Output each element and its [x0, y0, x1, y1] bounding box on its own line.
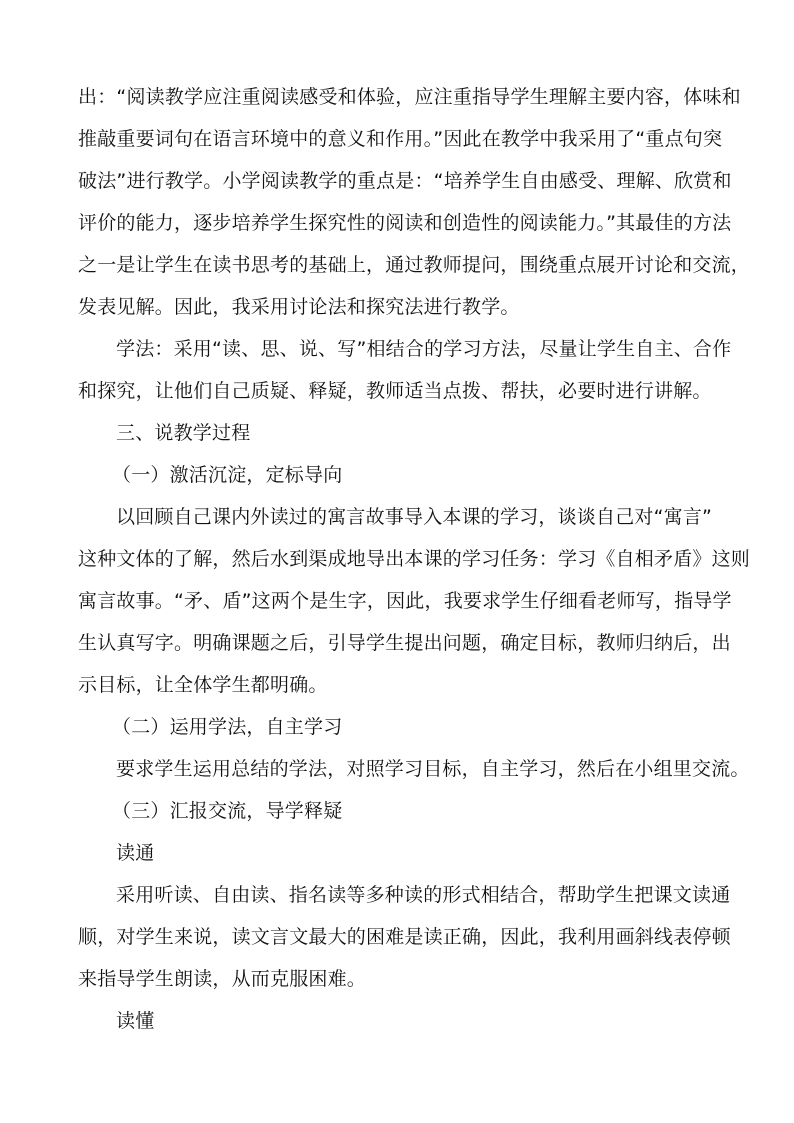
paragraph-5-line-2: 顺，对学生来说，读文言文最大的困难是读正确，因此，我利用画斜线表停顿 — [78, 926, 731, 948]
paragraph-3-line-4: 生认真写字。明确课题之后，引导学生提出问题，确定目标，教师归纳后，出 — [78, 632, 731, 654]
paragraph-1-line-6: 发表见解。因此，我采用讨论法和探究法进行教学。 — [78, 296, 520, 318]
subheading-2: （二）运用学法，自主学习 — [112, 716, 343, 738]
paragraph-5-line-1: 采用听读、自由读、指名读等多种读的形式相结合，帮助学生把课文读通 — [116, 884, 731, 906]
paragraph-1-line-4: 评价的能力，逐步培养学生探究性的阅读和创造性的阅读能力。”其最佳的方法 — [78, 212, 732, 234]
paragraph-3-line-2: 这种文体的了解，然后水到渠成地导出本课的学习任务：学习《自相矛盾》这则 — [78, 548, 751, 570]
paragraph-1-line-2: 推敲重要词句在语言环境中的意义和作用。”因此在教学中我采用了“重点句突 — [78, 128, 723, 150]
subheading-3: （三）汇报交流，导学释疑 — [112, 800, 343, 822]
paragraph-2-line-1: 学法：采用“读、思、说、写”相结合的学习方法，尽量让学生自主、合作 — [116, 338, 732, 360]
paragraph-5-line-3: 来指导学生朗读，从而克服困难。 — [78, 968, 367, 990]
paragraph-1-line-1: 出：“阅读教学应注重阅读感受和体验，应注重指导学生理解主要内容，体味和 — [78, 86, 741, 108]
label-dudong: 读懂 — [116, 1010, 155, 1032]
paragraph-1-line-3: 破法”进行教学。小学阅读教学的重点是：“培养学生自由感受、理解、欣赏和 — [78, 170, 732, 192]
paragraph-3-line-3: 寓言故事。“矛、盾”这两个是生字，因此，我要求学生仔细看老师写，指导学 — [78, 590, 732, 612]
paragraph-3-line-5: 示目标，让全体学生都明确。 — [78, 674, 328, 696]
label-dutong: 读通 — [116, 842, 155, 864]
paragraph-1-line-5: 之一是让学生在读书思考的基础上，通过教师提问，围绕重点展开讨论和交流， — [78, 254, 751, 276]
paragraph-2-line-2: 和探究，让他们自己质疑、释疑，教师适当点拨、帮扶，必要时进行讲解。 — [78, 380, 712, 402]
section-heading: 三、说教学过程 — [116, 422, 251, 444]
subheading-1: （一）激活沉淀，定标导向 — [112, 464, 343, 486]
paragraph-4: 要求学生运用总结的学法，对照学习目标，自主学习，然后在小组里交流。 — [116, 758, 750, 780]
paragraph-3-line-1: 以回顾自己课内外读过的寓言故事导入本课的学习，谈谈自己对“寓言” — [116, 506, 713, 528]
